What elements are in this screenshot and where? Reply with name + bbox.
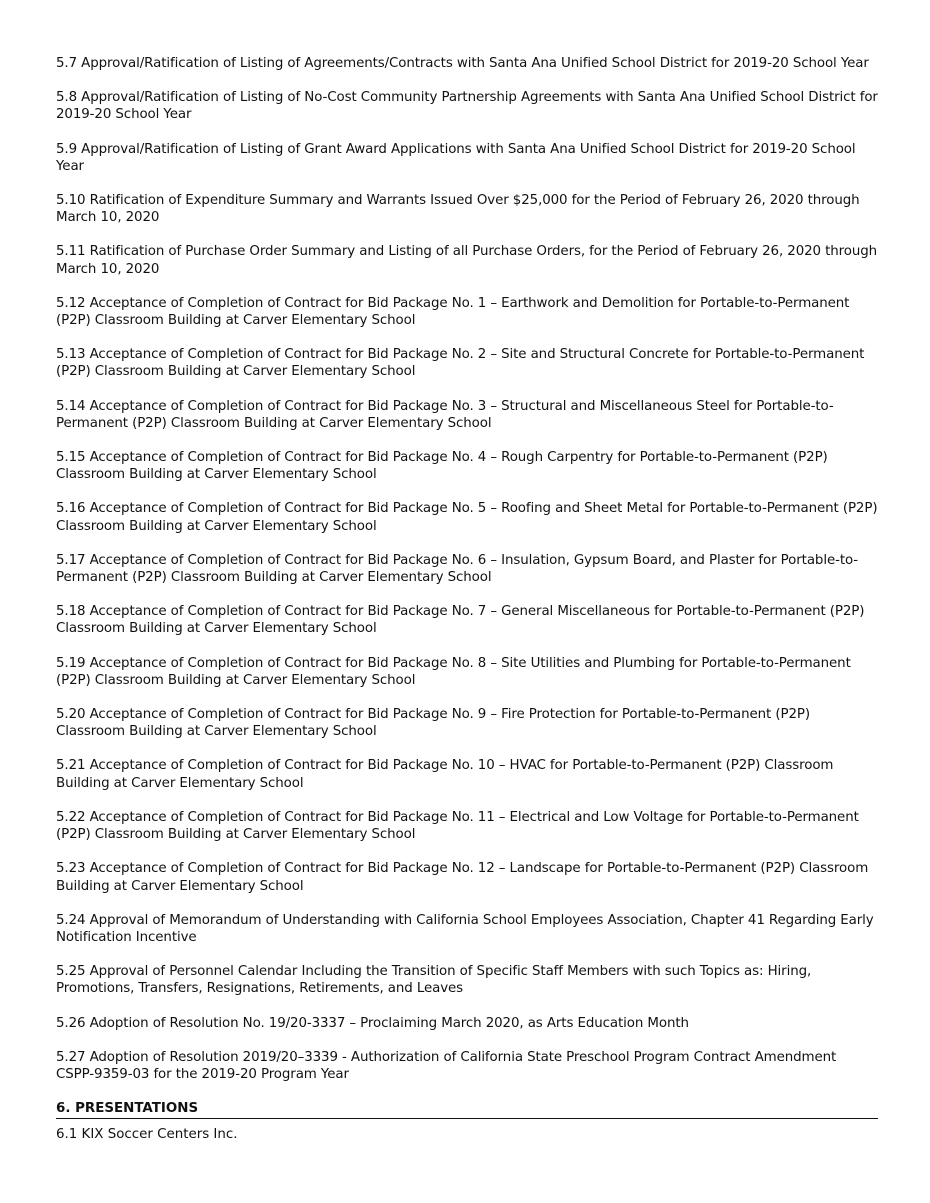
agenda-item: 5.25 Approval of Personnel Calendar Including the Transition of Specific Staff Members with such Topics as: Hiring, Promotions, Transfers, Resignations, Retirements, and Leaves	[56, 964, 812, 997]
consent-items-list	[56, 55, 878, 1083]
agenda-item: 5.19 Acceptance of Completion of Contract for Bid Package No. 8 – Site Utilities and Plumbing for Portable-to-Permanent (P2P) Classroom Building at Carver Elementary School	[56, 655, 851, 688]
agenda-item: 5.9 Approval/Ratification of Listing of Grant Award Applications with Santa Ana Unified School District for 2019-20 School Year	[56, 141, 856, 174]
presentations-section	[56, 1100, 878, 1143]
agenda-item: 5.7 Approval/Ratification of Listing of Agreements/Contracts with Santa Ana Unified School District for 2019-20 School Year	[56, 56, 869, 71]
agenda-item: 5.13 Acceptance of Completion of Contract for Bid Package No. 2 – Site and Structural Concrete for Portable-to-Permanent (P2P) Classroom Building at Carver Elementary School	[56, 347, 865, 380]
agenda-item: 5.21 Acceptance of Completion of Contract for Bid Package No. 10 – HVAC for Portable-to-Permanent (P2P) Classroom Building at Carver Elementary School	[56, 758, 834, 791]
presentation-item: 6.1 KIX Soccer Centers Inc.	[56, 1127, 238, 1143]
section-heading: 6. PRESENTATIONS	[56, 1100, 878, 1119]
agenda-item: 5.22 Acceptance of Completion of Contract for Bid Package No. 11 – Electrical and Low Voltage for Portable-to-Permanent (P2P) Classroom Building at Carver Elementary School	[56, 809, 859, 843]
agenda-item: 5.15 Acceptance of Completion of Contract for Bid Package No. 4 – Rough Carpentry for Portable-to-Permanent (P2P) Classroom Building at Carver Elementary School	[56, 450, 828, 483]
agenda-item: 5.27 Adoption of Resolution 2019/20–3339 - Authorization of California State Preschool Program Contract Amendment CSPP-9359-03 for the 2019-20 Program Year	[56, 1049, 837, 1082]
agenda-item: 5.20 Acceptance of Completion of Contract for Bid Package No. 9 – Fire Protection for Portable-to-Permanent (P2P) Classroom Building at Carver Elementary School	[56, 707, 810, 740]
agenda-item: 5.26 Adoption of Resolution No. 19/20-3337 – Proclaiming March 2020, as Arts Education Month	[56, 1015, 689, 1031]
agenda-item: 5.12 Acceptance of Completion of Contract for Bid Package No. 1 – Earthwork and Demolition for Portable-to-Permanent (P2P) Classroom Building at Carver Elementary School	[56, 295, 850, 329]
agenda-item: 5.8 Approval/Ratification of Listing of No-Cost Community Partnership Agreements with Santa Ana Unified School District for 2019-20 School Year	[56, 90, 878, 123]
agenda-page	[56, 55, 878, 1143]
agenda-item: 5.14 Acceptance of Completion of Contract for Bid Package No. 3 – Structural and Miscellaneous Steel for Portable-to-Permanent (P2P) Classroom Building at Carver Elementary School	[56, 398, 834, 431]
agenda-item: 5.10 Ratification of Expenditure Summary and Warrants Issued Over $25,000 for the Period of February 26, 2020 through March 10, 2020	[56, 193, 860, 226]
agenda-item: 5.18 Acceptance of Completion of Contract for Bid Package No. 7 – General Miscellaneous for Portable-to-Permanent (P2P) Classroom Building at Carver Elementary School	[56, 604, 865, 637]
agenda-item: 5.23 Acceptance of Completion of Contract for Bid Package No. 12 – Landscape for Portable-to-Permanent (P2P) Classroom Building at Carver Elementary School	[56, 861, 869, 894]
agenda-item: 5.11 Ratification of Purchase Order Summary and Listing of all Purchase Orders, for the Period of February 26, 2020 through March 10, 2020	[56, 244, 878, 277]
agenda-item: 5.17 Acceptance of Completion of Contract for Bid Package No. 6 – Insulation, Gypsum Board, and Plaster for Portable-to-Permanent (P2P) Classroom Building at Carver Elementary School	[56, 552, 859, 586]
agenda-item: 5.16 Acceptance of Completion of Contract for Bid Package No. 5 – Roofing and Sheet Metal for Portable-to-Permanent (P2P) Classroom Building at Carver Elementary School	[56, 501, 878, 534]
agenda-item: 5.24 Approval of Memorandum of Understanding with California School Employees Association, Chapter 41 Regarding Early Notification Incentive	[56, 912, 874, 945]
